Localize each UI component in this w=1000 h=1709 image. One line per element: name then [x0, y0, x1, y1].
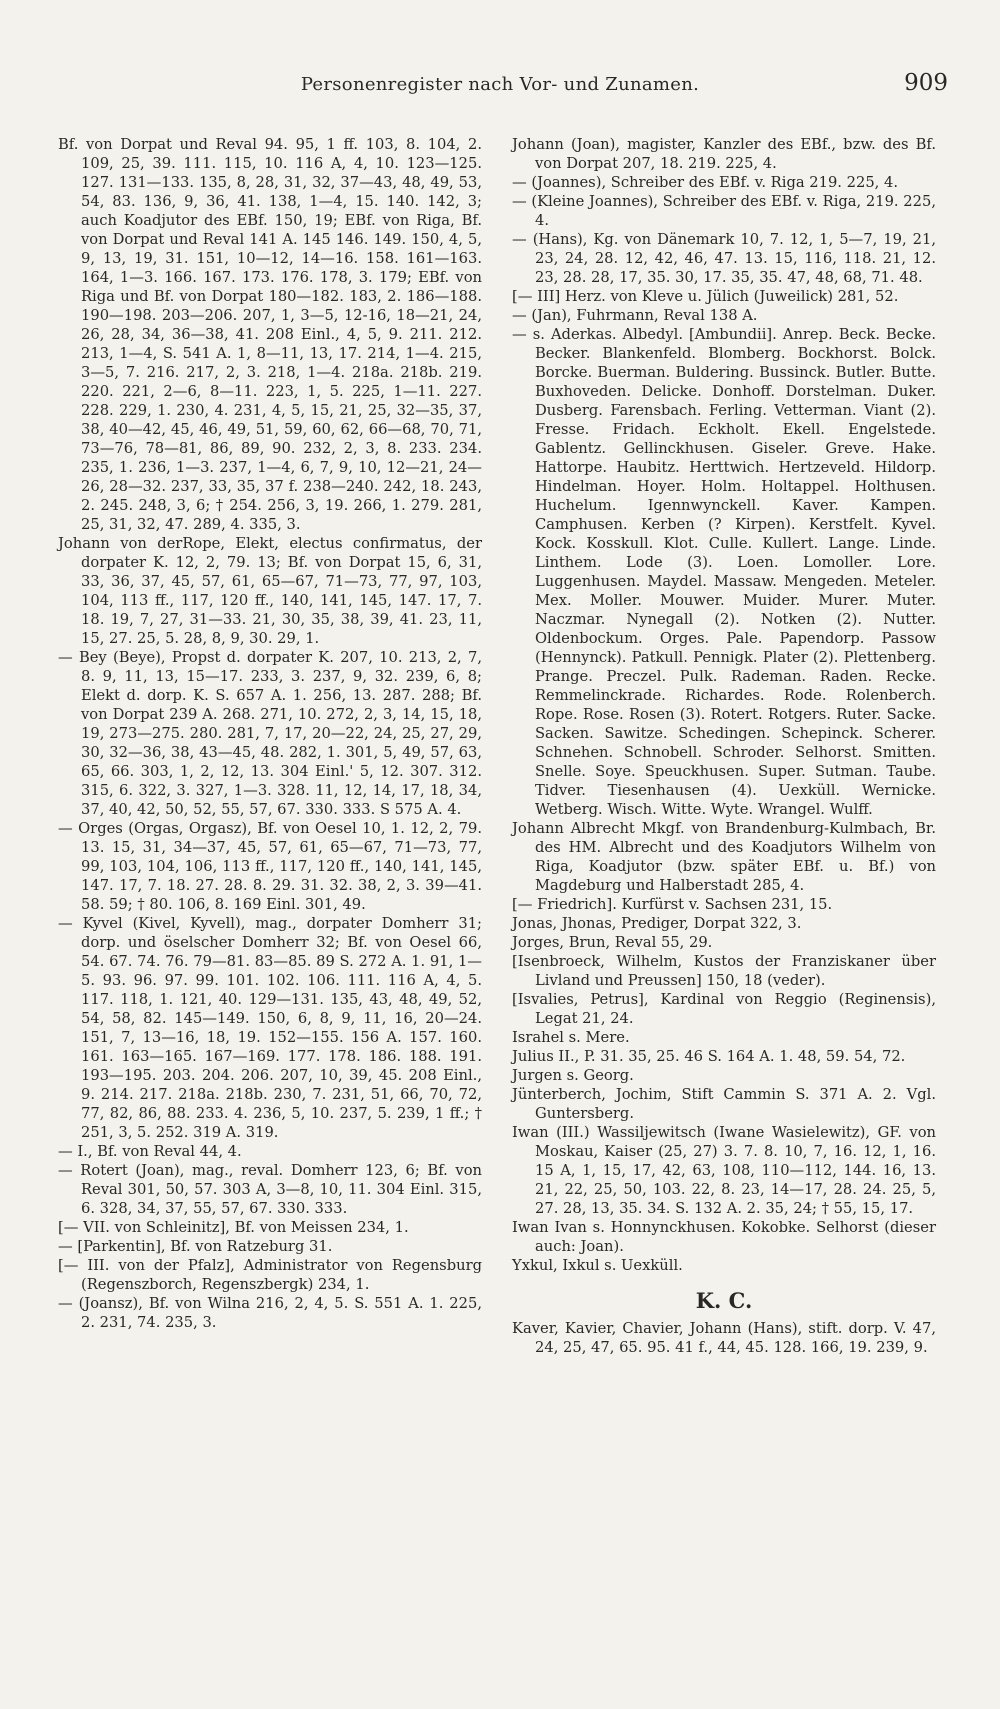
register-entry: Jurgen s. Georg.: [512, 1067, 634, 1084]
left-column: [58, 135, 482, 1332]
register-entry: [— VII. von Schleinitz], Bf. von Meissen 234, 1.: [58, 1219, 409, 1236]
register-entry: Jorges, Brun, Reval 55, 29.: [512, 934, 713, 951]
register-entry: Johann Albrecht Mkgf. von Brandenburg-Kulmbach, Br. des HM. Albrecht und des Koadjutors Wilhelm von Riga, Koadjutor (bzw. später EBf. u. Bf.) von Magdeburg und Halberstadt 285, 4.: [512, 820, 936, 894]
register-entry: Jonas, Jhonas, Prediger, Dorpat 322, 3.: [512, 915, 802, 932]
register-entry: [— III. von der Pfalz], Administrator von Regensburg (Regenszborch, Regenszbergk) 234, 1.: [58, 1257, 482, 1293]
register-entry: [— Friedrich]. Kurfürst v. Sachsen 231, 15.: [512, 896, 833, 913]
register-entry: Iwan (III.) Wassiljewitsch (Iwane Wasielewitz), GF. von Moskau, Kaiser (25, 27) 3. 7. 8. 10, 7, 16. 12, 1, 16. 15 A, 1, 15, 17, 42, 63, 108, 110—112, 144. 16, 13. 21, 22, 25, 50, 103. 22, 8. 23, 14—17, 28. 24. 25, 5, 27. 28, 13, 35. 34. S. 132 A. 2. 35, 24; † 55, 15, 17.: [512, 1124, 936, 1217]
register-entry: Johann von derRope, Elekt, electus confirmatus, der dorpater K. 12, 2, 79. 13; Bf. von Dorpat 15, 6, 31, 33, 36, 37, 45, 57, 61, 65—67, 71—73, 77, 97, 103, 104, 113 ff., 117, 120 ff., 140, 141, 145, 147. 17, 7. 18. 19, 7, 27, 31—33. 21, 30, 35, 38, 39, 41. 23, 11, 15, 27. 25, 5. 28, 8, 9, 30. 29, 1.: [58, 535, 482, 647]
register-entry: — (Kleine Joannes), Schreiber des EBf. v. Riga, 219. 225, 4.: [512, 193, 936, 229]
register-entry: — (Joannes), Schreiber des EBf. v. Riga 219. 225, 4.: [512, 174, 899, 191]
register-entry: — I., Bf. von Reval 44, 4.: [58, 1143, 242, 1160]
register-entry: Kaver, Kavier, Chavier, Johann (Hans), stift. dorp. V. 47, 24, 25, 47, 65. 95. 41 f., 44, 45. 128. 166, 19. 239, 9.: [512, 1320, 936, 1356]
right-column-entries-k: [512, 1319, 936, 1357]
register-entry: [Isvalies, Petrus], Kardinal von Reggio (Reginensis), Legat 21, 24.: [512, 991, 936, 1027]
register-entry: — Rotert (Joan), mag., reval. Domherr 123, 6; Bf. von Reval 301, 50, 57. 303 A, 3—8, 10, 11. 304 Einl. 315, 6. 328, 34, 37, 55, 57, 67. 330. 333.: [58, 1162, 482, 1217]
register-entry: — s. Aderkas. Albedyl. [Ambundii]. Anrep. Beck. Becke. Becker. Blankenfeld. Blomberg. Bockhorst. Bolck. Borcke. Buerman. Buldering. Bussinck. Butler. Butte. Buxhoveden. Delicke. Donhoff. Dorstelman. Duker. Dusberg. Farensbach. Ferling. Vetterman. Viant (2). Fresse. Fridach. Eckholt. Ekell. Engelstede. Gablentz. Gellinckhusen. Giseler. Greve. Hake. Hattorpe. Haubitz. Herttwich. Hertzeveld. Hildorp. Hindelman. Hoyer. Holm. Holtappel. Holthusen. Huchelum. Igennwynckell. Kaver. Kampen. Camphusen. Kerben (? Kirpen). Kerstfelt. Kyvel. Kock. Kosskull. Klot. Culle. Kullert. Lange. Linde. Linthem. Lode (3). Loen. Lomoller. Lore. Luggenhusen. Maydel. Massaw. Mengeden. Meteler. Mex. Moller. Mouwer. Muider. Murer. Muter. Naczmar. Nynegall (2). Notken (2). Nutter. Oldenbockum. Orges. Pale. Papendorp. Passow (Hennynck). Patkull. Pennigk. Plater (2). Plettenberg. Prange. Preczel. Pulk. Rademan. Raden. Recke. Remmelinckrade. Richardes. Rode. Rolenberch. Rope. Rose. Rosen (3). Rotert. Rotgers. Ruter. Sacke. Sacken. Sawitze. Schedingen. Schepinck. Scherer. Schnehen. Schnobell. Schroder. Selhorst. Smitten. Snelle. Soye. Speuckhusen. Super. Sutman. Taube. Tidver. Tiesenhausen (4). Uexküll. Wernicke. Wetberg. Wisch. Witte. Wyte. Wrangel. Wulff.: [512, 326, 936, 818]
running-head: Personenregister nach Vor- und Zunamen.: [300, 74, 700, 95]
register-entry: — (Joansz), Bf. von Wilna 216, 2, 4, 5. S. 551 A. 1. 225, 2. 231, 74. 235, 3.: [58, 1295, 482, 1331]
register-entry: — Orges (Orgas, Orgasz), Bf. von Oesel 10, 1. 12, 2, 79. 13. 15, 31, 34—37, 45, 57, 61, 65—67, 71—73, 77, 99, 103, 104, 106, 113 ff., 117, 120 ff., 140, 141, 145, 147. 17, 7. 18. 27. 28. 8. 29. 31. 32. 38, 2, 3. 39—41. 58. 59; † 80. 106, 8. 169 Einl. 301, 49.: [58, 820, 482, 913]
register-entry: — (Hans), Kg. von Dänemark 10, 7. 12, 1, 5—7, 19, 21, 23, 24, 28. 12, 42, 46, 47. 13. 15, 116, 118. 21, 12. 23, 28. 28, 17, 35. 30, 17. 35, 35. 47, 48, 68, 71. 48.: [512, 231, 936, 286]
register-entry: — [Parkentin], Bf. von Ratzeburg 31.: [58, 1238, 333, 1255]
register-entry: Yxkul, Ixkul s. Uexküll.: [512, 1257, 683, 1274]
right-column: [512, 135, 936, 1357]
register-entry: Jünterberch, Jochim, Stift Cammin S. 371 A. 2. Vgl. Guntersberg.: [512, 1086, 936, 1122]
register-entry: Israhel s. Mere.: [512, 1029, 630, 1046]
register-entry: Julius II., P. 31. 35, 25. 46 S. 164 A. 1. 48, 59. 54, 72.: [512, 1048, 906, 1065]
register-entry: Iwan Ivan s. Honnynckhusen. Kokobke. Selhorst (dieser auch: Joan).: [512, 1219, 936, 1255]
register-entry: — Kyvel (Kivel, Kyvell), mag., dorpater Domherr 31; dorp. und öselscher Domherr 32; Bf. von Oesel 66, 54. 67. 74. 76. 79—81. 83—85. 89 S. 272 A. 1. 91, 1—5. 93. 96. 97. 99. 101. 102. 106. 111. 116 A, 4, 5. 117. 118, 1. 121, 40. 129—131. 135, 43, 48, 49, 52, 54, 58, 82. 145—149. 150, 6, 8, 9, 11, 16, 20—24. 151, 7, 13—16, 18, 19. 152—155. 156 A. 157. 160. 161. 163—165. 167—169. 177. 178. 186. 188. 191. 193—195. 203. 204. 206. 207, 10, 39, 45. 208 Einl., 9. 214. 217. 218a. 218b. 230, 7. 231, 51, 66, 70, 72, 77, 82, 86, 88. 233. 4. 236, 5, 10. 237, 5. 239, 1 ff.; † 251, 3, 5. 252. 319 A. 319.: [58, 915, 482, 1141]
page-header: [0, 70, 1000, 102]
register-entry: [— III] Herz. von Kleve u. Jülich (Juweilick) 281, 52.: [512, 288, 899, 305]
register-entry: — (Jan), Fuhrmann, Reval 138 A.: [512, 307, 758, 324]
register-entry: Johann (Joan), magister, Kanzler des EBf., bzw. des Bf. von Dorpat 207, 18. 219. 225, 4.: [512, 136, 936, 172]
register-entry: [Isenbroeck, Wilhelm, Kustos der Franziskaner über Livland und Preussen] 150, 18 (veder).: [512, 953, 936, 989]
register-entry: Bf. von Dorpat und Reval 94. 95, 1 ff. 103, 8. 104, 2. 109, 25, 39. 111. 115, 10. 116 A, 4, 10. 123—125. 127. 131—133. 135, 8, 28, 31, 32, 37—43, 48, 49, 53, 54, 83. 136, 9, 36, 41. 138, 1—4, 15. 140. 142, 3; auch Koadjutor des EBf. 150, 19; EBf. von Riga, Bf. von Dorpat und Reval 141 A. 145 146. 149. 150, 4, 5, 9, 13, 19, 31. 151, 10—12, 14—16. 158. 161—163. 164, 1—3. 166. 167. 173. 176. 178, 3. 179; EBf. von Riga und Bf. von Dorpat 180—182. 183, 2. 186—188. 190—198. 203—206. 207, 1, 3—5, 12-16, 18—21, 24, 26, 28, 34, 36—38, 41. 208 Einl., 4, 5, 9. 211. 212. 213, 1—4, S. 541 A. 1, 8—11, 13, 17. 214, 1—4. 215, 3—5, 7. 216. 217, 2, 3. 218, 1—4. 218a. 218b. 219. 220. 221, 2—6, 8—11. 223, 1, 5. 225, 1—11. 227. 228. 229, 1. 230, 4. 231, 4, 5, 15, 21, 25, 32—35, 37, 38, 40—42, 45, 46, 49, 51, 59, 60, 62, 66—68, 70, 71, 73—76, 78—81, 86, 89, 90. 232, 2, 3, 8. 233. 234. 235, 1. 236, 1—3. 237, 1—4, 6, 7, 9, 10, 12—21, 24—26, 28—32. 237, 33, 35, 37 f. 238—240. 242, 18. 243, 2. 245. 248, 3, 6; † 254. 256, 3, 19. 266, 1. 279. 281, 25, 31, 32, 47. 289, 4. 335, 3.: [58, 136, 482, 533]
right-column-entries: [512, 135, 936, 1275]
page-number: 909: [904, 70, 948, 96]
section-heading-k-c: K. C.: [695, 1288, 753, 1313]
register-entry: — Bey (Beye), Propst d. dorpater K. 207, 10. 213, 2, 7, 8. 9, 11, 13, 15—17. 233, 3. 237, 9, 32. 239, 6, 8; Elekt d. dorp. K. S. 657 A. 1. 256, 13. 287. 288; Bf. von Dorpat 239 A. 268. 271, 10. 272, 2, 3, 14, 15, 18, 19, 273—275. 280. 281, 7, 17, 20—22, 24, 25, 27, 29, 30, 32—36, 38, 43—45, 48. 282, 1. 301, 5, 49, 57, 63, 65, 66. 303, 1, 2, 12, 13. 304 Einl.' 5, 12. 307. 312. 315, 6. 322, 3. 327, 1—3. 328. 11, 12, 14, 17, 18, 34, 37, 40, 42, 50, 52, 55, 57, 67. 330. 333. S 575 A. 4.: [58, 649, 482, 818]
